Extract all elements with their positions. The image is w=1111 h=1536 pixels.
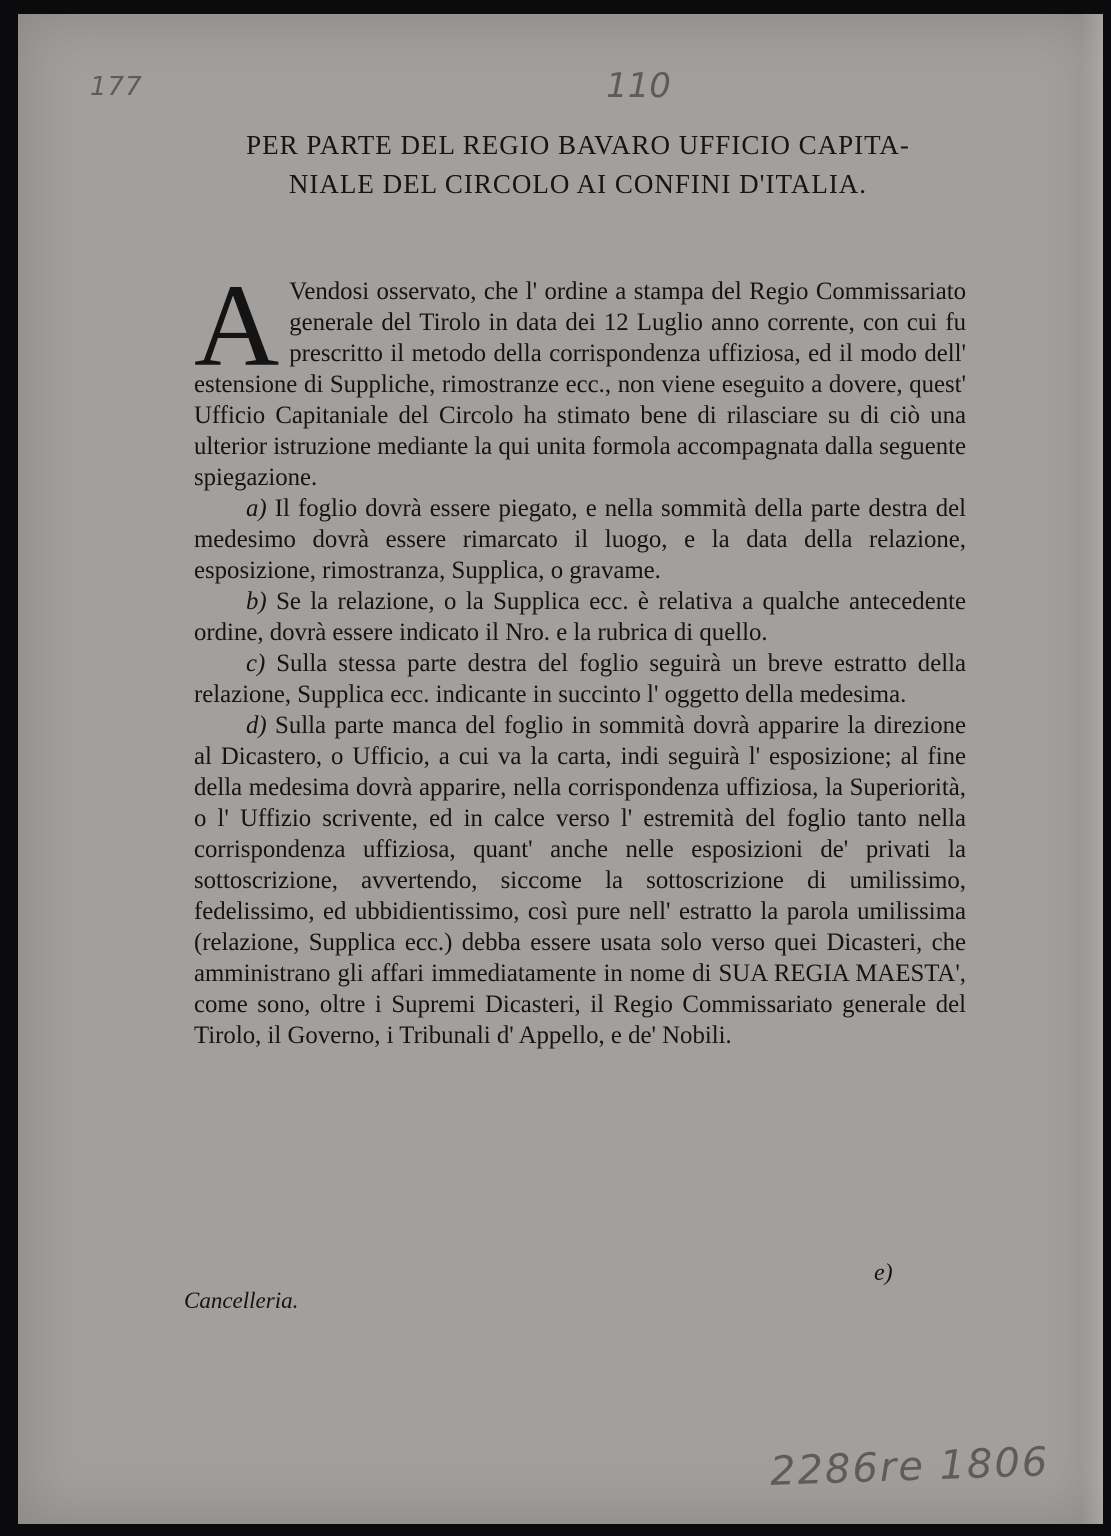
document-title bbox=[158, 126, 998, 204]
drop-cap: A bbox=[194, 260, 280, 391]
intro-text: Vendosi osservato, che l' ordine a stampa del Regio Commissariato generale del Tirolo in data dei 12 Luglio anno corrente, con cui fu prescritto il metodo della corrispondenza uffiziosa, ed il modo dell' estensione di Suppliche, rimostranze ecc., non viene eseguito a dovere, quest' Ufficio Capitaniale del Circolo ha stimato bene di rilasciare su di ciò una ulterior istruzione mediante la qui unita formola accompagnata dalla seguente spiegazione. bbox=[194, 278, 966, 491]
item-b bbox=[194, 586, 966, 648]
footer-office: Cancelleria. bbox=[184, 1288, 299, 1313]
catchword: e) bbox=[874, 1260, 893, 1286]
title-line-2: NIALE DEL CIRCOLO AI CONFINI D'ITALIA. bbox=[288, 169, 868, 199]
document-page bbox=[18, 14, 1103, 1524]
document-body bbox=[194, 260, 966, 1051]
item-a-label: a) bbox=[246, 495, 267, 522]
item-c-label: c) bbox=[246, 650, 266, 677]
folio-number-annotation: 110 bbox=[606, 66, 671, 106]
item-a-text: Il foglio dovrà essere piegato, e nella sommità della parte destra del medesimo dovrà essere rimarcato il luogo, e la data della relazione, esposizione, rimostranza, Supplica, o gravame. bbox=[194, 495, 966, 584]
item-b-text: Se la relazione, o la Supplica ecc. è relativa a qualche antecedente ordine, dovrà essere indicato il Nro. e la rubrica di quello. bbox=[194, 588, 966, 646]
item-c-text: Sulla stessa parte destra del foglio seguirà un breve estratto della relazione, Supplica ecc. indicante in succinto l' oggetto della medesima. bbox=[194, 650, 966, 708]
title-line-1: PER PARTE DEL REGIO BAVARO UFFICIO CAPITA- bbox=[246, 130, 910, 160]
item-d-text: Sulla parte manca del foglio in sommità dovrà apparire la direzione al Dicastero, o Ufficio, a cui va la carta, indi seguirà l' esposizione; al fine della medesima dovrà apparire, nella corrispondenza uffiziosa, la Superiorità, o l' Uffizio scrivente, ed in calce verso l' estremità del foglio tanto nella corrispondenza uffiziosa, quant' anche nelle esposizioni de' privati la sottoscrizione, avvertendo, siccome la sottoscrizione di umilissimo, fedelissimo, ed ubbidientissimo, così pure nell' estratto la parola umilissima (relazione, Supplica ecc.) debba essere usata solo verso quei Dicasteri, che amministrano gli affari immediatamente in nome di SUA REGIA MAESTA', come sono, oltre i Supremi Dicasteri, il Regio Commissariato generale del Tirolo, il Governo, i Tribunali d' Appello, e de' Nobili. bbox=[194, 712, 966, 1049]
item-d bbox=[194, 710, 966, 1051]
item-c bbox=[194, 648, 966, 710]
date-annotation: 2286re 1806 bbox=[769, 1439, 1051, 1495]
item-a bbox=[194, 493, 966, 586]
intro-paragraph bbox=[194, 260, 966, 493]
archive-number-annotation: 177 bbox=[90, 72, 143, 102]
item-b-label: b) bbox=[246, 588, 267, 615]
item-d-label: d) bbox=[246, 712, 267, 739]
